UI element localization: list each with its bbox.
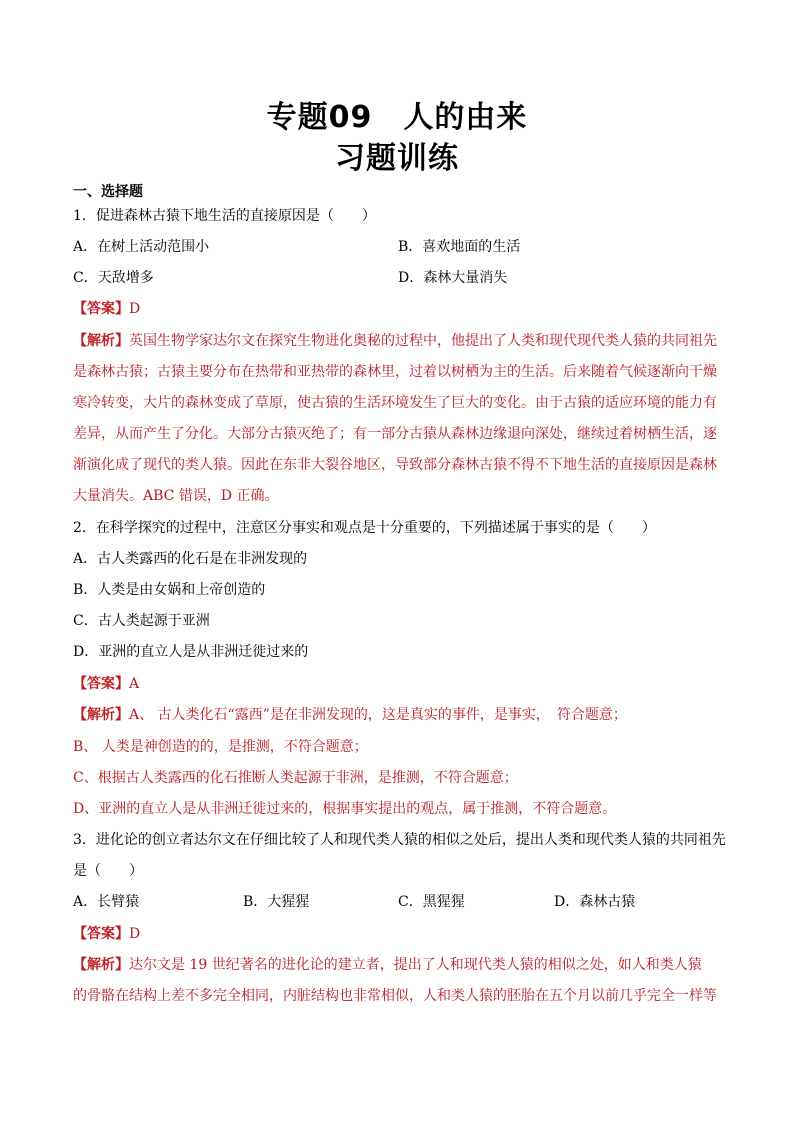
page-subtitle: 习题训练 [335,141,459,176]
answer-tag: 【答案】 [73,926,129,942]
question-2-option-a: A．古人类露西的化石是在非洲发现的 [73,551,308,567]
question-1-option-d: D．森林大量消失 [398,270,508,286]
answer-value: D [129,301,141,317]
question-1-stem: 1．促进森林古猿下地生活的直接原因是（ ） [73,208,376,224]
question-2-stem: 2．在科学探究的过程中，注意区分事实和观点是十分重要的，下列描述属于事实的是（ ） [73,520,656,536]
question-1-analysis-line: 渐演化成了现代的类人猿。因此在东非大裂谷地区，导致部分森林古猿不得不下地生活的直接原因是森林 [73,457,717,473]
analysis-tag: 【解析】 [73,957,129,973]
analysis-tag: 【解析】 [73,707,129,723]
question-3-option-d: D．森林古猿 [554,894,636,910]
question-1-option-b: B．喜欢地面的生活 [398,239,521,255]
question-1-analysis-line: 大量消失。ABC 错误，D 正确。 [73,488,279,504]
question-2-analysis-line: C、根据古人类露西的化石推断人类起源于非洲，是推测，不符合题意； [73,770,518,786]
analysis-text: 英国生物学家达尔文在探究生物进化奥秘的过程中，他提出了人类和现代现代类人猿的共同祖先 [129,333,717,349]
question-3-option-c: C．黑猩猩 [398,894,465,910]
answer-value: A [129,676,140,692]
question-3-option-b: B．大猩猩 [243,894,310,910]
question-1-analysis-line [73,331,717,351]
answer-tag: 【答案】 [73,676,129,692]
question-2-analysis-line [73,705,627,725]
analysis-text: A、 古人类化石“露西”是在非洲发现的，这是真实的事件，是事实， 符合题意； [129,707,627,723]
page-title: 专题09 人的由来 [266,100,528,135]
question-2-analysis-line: B、 人类是神创造的的，是推测，不符合题意； [73,739,368,755]
question-3-answer [73,924,140,944]
question-1-analysis-line: 是森林古猿；古猿主要分布在热带和亚热带的森林里，过着以树栖为主的生活。后来随着气候逐渐向干燥 [73,364,717,380]
question-1-option-c: C．天敌增多 [73,270,154,286]
question-1-analysis-line: 差异，从而产生了分化。大部分古猿灭绝了；有一部分古猿从森林边缘退向深处，继续过着树栖生活，逐 [73,426,717,442]
question-1-analysis-line: 寒冷转变，大片的森林变成了草原，使古猿的生活环境发生了巨大的变化。由于古猿的适应环境的能力有 [73,395,717,411]
question-1-option-a: A．在树上活动范围小 [73,239,210,255]
question-1-answer [73,299,140,319]
question-3-analysis-line: 的骨骼在结构上差不多完全相同，内脏结构也非常相似，人和类人猿的胚胎在五个月以前几乎完全一样等 [73,988,717,1004]
analysis-tag: 【解析】 [73,333,129,349]
answer-value: D [129,926,141,942]
answer-tag: 【答案】 [73,301,129,317]
question-2-option-c: C．古人类起源于亚洲 [73,613,210,629]
question-3-stem-cont: 是（ ） [73,863,143,879]
question-2-answer [73,674,139,694]
section-heading: 一、选择题 [73,184,143,200]
question-2-option-d: D．亚洲的直立人是从非洲迁徙过来的 [73,644,309,660]
question-2-analysis-line: D、亚洲的直立人是从非洲迁徙过来的，根据事实提出的观点，属于推测，不符合题意。 [73,801,617,817]
question-2-option-b: B．人类是由女娲和上帝创造的 [73,582,266,598]
question-3-option-a: A．长臂猿 [73,894,140,910]
question-3-analysis-line [73,955,702,975]
question-3-stem: 3．进化论的创立者达尔文在仔细比较了人和现代类人猿的相似之处后，提出人类和现代类人猿的共同祖先 [73,832,726,848]
analysis-text: 达尔文是 19 世纪著名的进化论的建立者，提出了人和现代类人猿的相似之处，如人和类人猿 [129,957,702,973]
